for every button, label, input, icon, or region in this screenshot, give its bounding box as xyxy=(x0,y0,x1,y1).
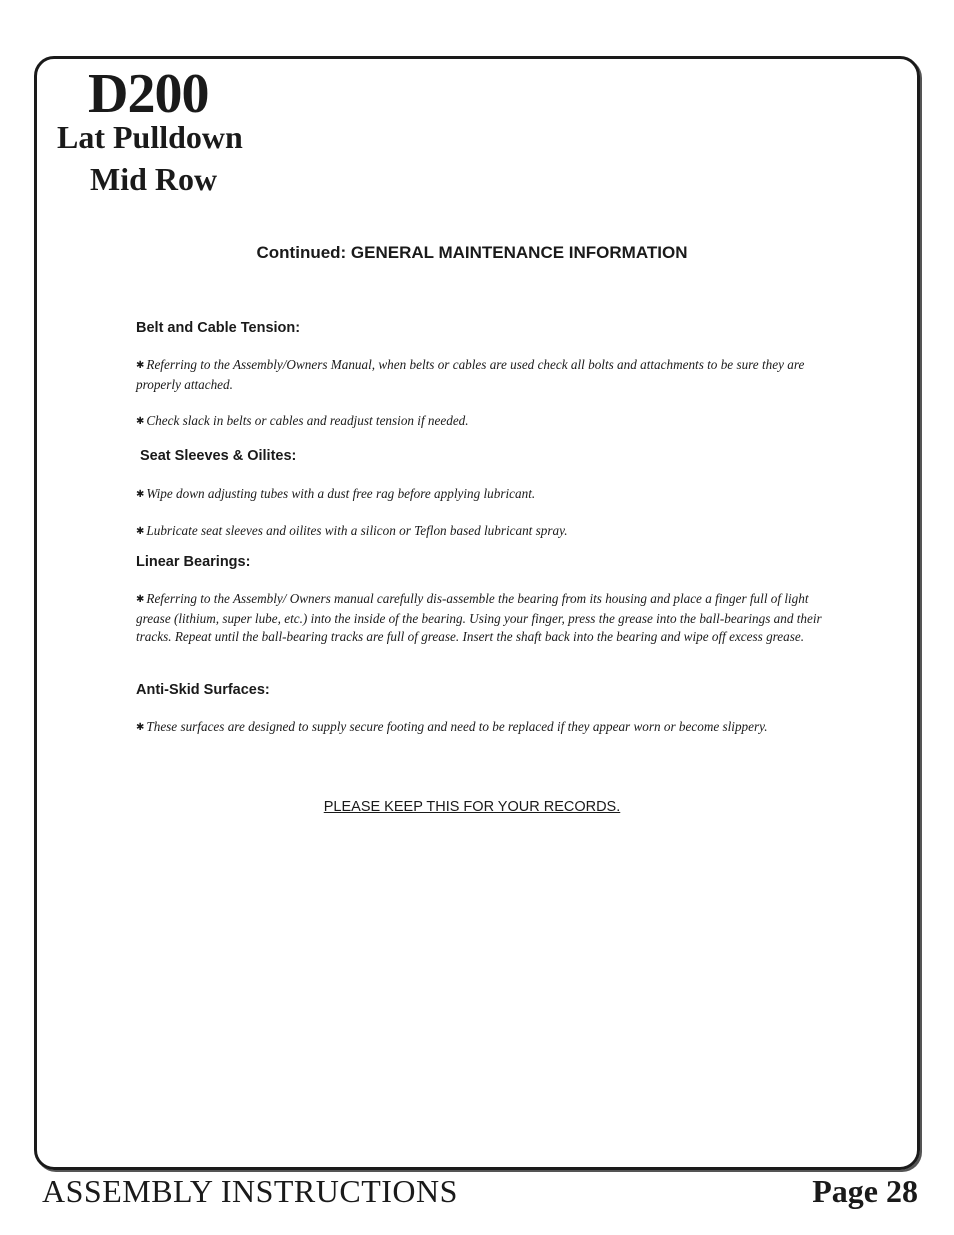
footer-title: ASSEMBLY INSTRUCTIONS xyxy=(42,1173,458,1209)
bullet-text: These surfaces are designed to supply secure footing and need to be replaced if they appear worn or become slippery. xyxy=(146,719,768,734)
bullet-star-icon: ✱ xyxy=(136,360,145,371)
model-number: D200 xyxy=(88,63,209,125)
section-heading-anti-skid: Anti-Skid Surfaces: xyxy=(136,682,270,698)
bullet-star-icon: ✱ xyxy=(136,594,145,605)
bullet-item xyxy=(136,356,836,394)
product-variant: Mid Row xyxy=(90,161,218,197)
bullet-text: Referring to the Assembly/Owners Manual, when belts or cables are used check all bolts and attachments to be sure they are properly attached. xyxy=(136,357,805,392)
section-title: Continued: GENERAL MAINTENANCE INFORMATION xyxy=(256,243,688,262)
bullet-item xyxy=(136,485,836,505)
bullet-text: Wipe down adjusting tubes with a dust free rag before applying lubricant. xyxy=(146,486,536,501)
section-heading-belt-cable: Belt and Cable Tension: xyxy=(136,320,301,336)
bullet-item xyxy=(136,718,836,738)
records-note: PLEASE KEEP THIS FOR YOUR RECORDS. xyxy=(323,799,621,815)
product-name: Lat Pulldown xyxy=(57,119,243,155)
bullet-star-icon: ✱ xyxy=(136,526,145,537)
section-heading-seat-sleeves: Seat Sleeves & Oilites: xyxy=(140,448,297,464)
bullet-item xyxy=(136,590,836,647)
bullet-text: Check slack in belts or cables and readjust tension if needed. xyxy=(146,413,469,428)
bullet-text: Referring to the Assembly/ Owners manual carefully dis-assemble the bearing from its housing and place a finger full of light grease (lithium, super lube, etc.) into the inside of the bearing. Using your finger, press the grease into the ball-bearings and their tracks. Repeat until the ball-bearing tracks are full of grease. Insert the shaft back into the bearing and wipe off excess grease. xyxy=(136,591,822,644)
bullet-star-icon: ✱ xyxy=(136,722,145,733)
bullet-text: Lubricate seat sleeves and oilites with a silicon or Teflon based lubricant spray. xyxy=(146,523,568,538)
bullet-item xyxy=(136,412,836,432)
page-number: Page 28 xyxy=(812,1173,918,1209)
bullet-star-icon: ✱ xyxy=(136,416,145,427)
bullet-item xyxy=(136,522,836,542)
bullet-star-icon: ✱ xyxy=(136,489,145,500)
section-heading-linear-bearings: Linear Bearings: xyxy=(136,554,251,570)
